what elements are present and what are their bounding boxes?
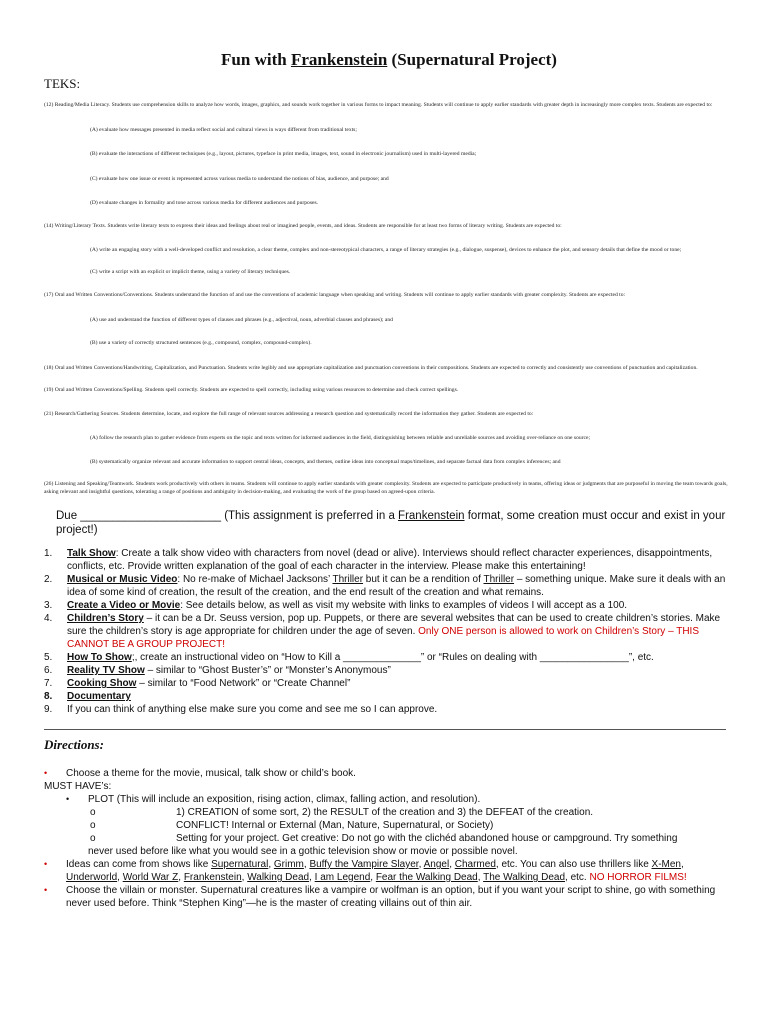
list-item: 6. Reality TV Show – similar to “Ghost Buster’s” or “Monster’s Anonymous”: [44, 665, 391, 676]
list-item: • Ideas can come from shows like Supernatural, Grimm, Buffy the Vampire Slayer, Angel, Charmed, etc. You can also use thrillers like X-Men, Underworld, World War Z, Frankenstein, Walking Dead, I am Legend, Fear the Walking Dead, The Walking Dead, etc. NO HORROR FILMS!: [44, 859, 687, 883]
list-item: o 1) CREATION of some sort, 2) the RESULT of the creation and 3) the DEFEAT of the creation.: [90, 807, 594, 818]
standard-sub: (C) evaluate how one issue or event is represented across various media to understand the notions of bias, audience, and purpose; and: [90, 175, 389, 182]
standard-19: (19) Oral and Written Conventions/Spelling. Students spell correctly. Students are expected to spell correctly, including using various resources to determine and check correct spellings.: [44, 387, 459, 393]
page-title: Fun with Frankenstein (Supernatural Project): [221, 50, 557, 69]
standard-sub: (C) write a script with an explicit or implicit theme, using a variety of literary techniques.: [90, 268, 291, 275]
list-item: 1. Talk Show: Create a talk show video with characters from novel (dead or alive). Interviews should reflect character experiences, disappointments, conflicts, etc. Provide written explanation of the goal of each character in the interview. Please make this entertaining!: [44, 548, 713, 572]
list-item: 2. Musical or Music Video: No re-make of Michael Jacksons’ Thriller but it can be a rendition of Thriller – something unique. Make sure it deals with an idea of some kind of creation, the result of the creation, and the end result of the creation and what remains.: [44, 574, 726, 598]
standard-26: (26) Listening and Speaking/Teamwork. Students work productively with others in teams. Students will continue to apply earlier standards with greater complexity. Students are expected to participate productively in teams, offering ideas or judgments that are purposeful in moving the team towards goals, asking relevant and insightful questions, tolerating a range of positions and ambiguity in decision-making, and evaluating the work of the group based on agreed-upon criteria.: [44, 481, 728, 495]
divider: [44, 729, 726, 730]
directions-heading: Directions:: [44, 737, 104, 752]
list-item: o CONFLICT! Internal or External (Man, Nature, Supernatural, or Society): [90, 820, 494, 831]
list-item: 5. How To Show;, create an instructional video on “How to Kill a ______________” or “Rules on dealing with ________________”, etc.: [44, 652, 654, 663]
standard-sub: (B) evaluate the interactions of different techniques (e.g., layout, pictures, typeface in print media, images, text, sound in electronic journalism) used in multi-layered media;: [90, 151, 477, 157]
standard-sub: (B) systematically organize relevant and accurate information to support central ideas, concepts, and themes, outline ideas into conceptual maps/timelines, and separate factual data from complex inferences; and: [90, 458, 561, 465]
due-line: Due ______________________ (This assignment is preferred in a Frankenstein format, some creation must occur and exist in your project!): [56, 510, 726, 536]
directions-body: [44, 767, 734, 910]
list-item: • Choose a theme for the movie, musical, talk show or child’s book.: [44, 768, 356, 779]
list-item-continuation: never used before like what you would see in a gothic television show or movie or possible novel.: [88, 846, 518, 857]
list-item: 8. Documentary: [44, 691, 131, 702]
list-item: • Choose the villain or monster. Supernatural creatures like a vampire or wolfman is an option, but if you want your script to shine, go with something never used before. Think “Stephen King”—he is the master of creating villains out of thin air.: [44, 885, 716, 909]
standard-sub: (A) use and understand the function of different types of clauses and phrases (e.g., adjectival, noun, adverbial clauses and phrases); and: [90, 316, 393, 323]
list-item: 3. Create a Video or Movie: See details below, as well as visit my website with links to examples of videos I will accept as a 100.: [44, 600, 628, 611]
list-item: 7. Cooking Show – similar to “Food Network” or “Create Channel”: [44, 678, 351, 689]
standards-list: [44, 102, 734, 496]
bullet-icon: •: [66, 794, 70, 804]
standard-17: (17) Oral and Written Conventions/Conventions. Students understand the function of and use the conventions of academic language when speaking and writing. Students will continue to apply earlier standards with greater complexity. Students are expected to: (A) use and understand the function of different types of clauses and phrases (e.g., adjectival, noun, adverbial clauses and phrases); and (B) use a variety of correctly structured sentences (e.g., compound, complex, compound-complex).: [44, 292, 734, 348]
bullet-icon: •: [44, 885, 48, 895]
document-page: [44, 0, 734, 910]
must-have-label: MUST HAVE’s:: [44, 781, 112, 792]
teks-label: TEKS:: [44, 76, 81, 91]
standard-sub: (D) evaluate changes in formality and tone across various media for different audiences and purposes.: [90, 200, 319, 206]
standard-sub: (A) follow the research plan to gather evidence from experts on the topic and texts written for informed audiences in the field, distinguishing between reliable and unreliable sources and avoiding over-reliance on one source;: [90, 435, 591, 441]
list-item: • PLOT (This will include an exposition, rising action, climax, falling action, and resolution).: [66, 794, 481, 805]
standard-18: (18) Oral and Written Conventions/Handwriting, Capitalization, and Punctuation. Students write legibly and use appropriate capitalization and punctuation conventions in their compositions. Students are expected to correctly and consistently use conventions of punctuation and capitalization.: [44, 364, 698, 371]
bullet-icon: •: [44, 859, 48, 869]
standard-14: (14) Writing/Literary Texts. Students write literary texts to express their ideas and feelings about real or imagined people, events, and ideas. Students are responsible for at least two forms of literary writing. Students are expected to: (A) write an engaging story with a well-developed conflict and resolution, a clear theme, complex and non-stereotypical characters, a range of literary strategies (e.g., dialogue, suspense), devices to enhance the plot, and sensory details that define the mood or tone; (C) write a script with an explicit or implicit theme, using a variety of literary techniques.: [44, 223, 734, 277]
standard-21: (21) Research/Gathering Sources. Students determine, locate, and explore the full range of relevant sources addressing a research question and systematically record the information they gather. Students are expected to: (A) follow the research plan to gather evidence from experts on the topic and texts written for informed audiences in the field, distinguishing between reliable and unreliable sources and avoiding over-reliance on one source; (B) systematically organize relevant and accurate information to support central ideas, concepts, and themes, outline ideas into conceptual maps/timelines, and separate factual data from complex inferences; and: [44, 411, 734, 467]
list-item: o Setting for your project. Get creative: Do not go with the clichéd abandoned house or campground. Try something: [90, 833, 678, 844]
bullet-icon: •: [44, 768, 48, 778]
standard-12: (12) Reading/Media Literacy. Students use comprehension skills to analyze how words, images, graphics, and sounds work together in various forms to impact meaning. Students will continue to apply earlier standards with greater depth in increasingly more complex texts. Students are expected to: (A) evaluate how messages presented in media reflect social and cultural views in ways different from traditional texts; (B) evaluate the interactions of different techniques (e.g., layout, pictures, typeface in print media, images, text, sound in electronic journalism) used in multi-layered media; (C) evaluate how one issue or event is represented across various media to understand the notions of bias, audience, and purpose; and (D) evaluate changes in formality and tone across various media for different audiences and purposes.: [44, 102, 734, 208]
standard-sub: (A) evaluate how messages presented in media reflect social and cultural views in ways different from traditional texts;: [90, 126, 357, 133]
list-item: 4. Children’s Story – it can be a Dr. Seuss version, pop up. Puppets, or there are several websites that can be used to create children’s stories. Make sure the children’s story is age appropriate for children under the age of seven. Only ONE person is allowed to work on Children’s Story – THIS CANNOT BE A GROUP PROJECT!: [44, 613, 721, 650]
list-item: 9. If you can think of anything else make sure you come and see me so I can approve.: [44, 704, 438, 715]
standard-sub: (A) write an engaging story with a well-developed conflict and resolution, a clear theme, complex and non-stereotypical characters, a range of literary strategies (e.g., dialogue, suspense), devices to enhance the plot, and sensory details that define the mood or tone;: [90, 247, 682, 253]
standard-sub: (B) use a variety of correctly structured sentences (e.g., compound, complex, compound-complex).: [90, 340, 312, 346]
project-options-list: [44, 547, 734, 716]
